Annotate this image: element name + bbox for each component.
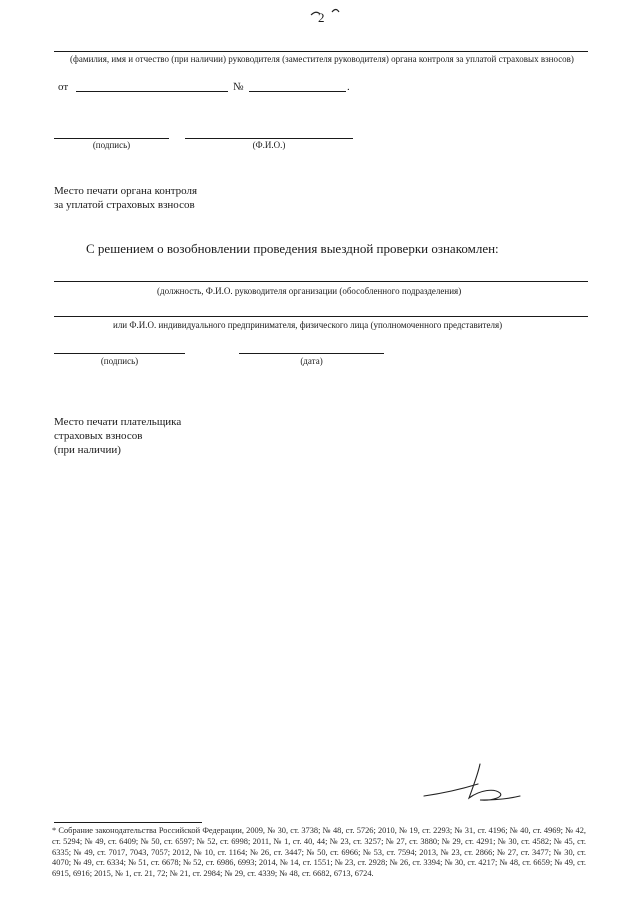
payer-stamp-line-1: Место печати плательщика: [54, 416, 182, 428]
payer-date-caption: (дата): [300, 356, 323, 366]
number-sign: №: [233, 81, 244, 93]
payer-signature-caption: (подпись): [100, 356, 139, 366]
acknowledgement-heading: С решением о возобновлении проведения выездной проверки ознакомлен:: [86, 241, 499, 256]
official-signature-line: [54, 138, 169, 139]
handwritten-signature: [420, 760, 525, 805]
representative-caption: или Ф.И.О. индивидуального предпринимателя, физического лица (уполномоченного представителя): [113, 320, 503, 330]
official-fio-line: [185, 138, 353, 139]
footnote-text: * Собрание законодательства Российской Федерации, 2009, № 30, ст. 3738; № 48, ст. 5726; 2010, № 19, ст. 2293; № 31, ст. 4196; № 40, ст. 4969; № 42, ст. 5294; № 49, ст. 6409; № 50, ст. 6597; № 52, ст. 6998; 2011, № 1, ст. 40, 44; № 23, ст. 3257; № 27, ст. 3880; № 29, ст. 4291; № 30, ст. 4582; № 45, ст. 6335; № 49, ст. 7017, 7043, 7057; 2012, № 10, ст. 1164; № 26, ст. 3447; № 50, ст. 6966; № 53, ст. 7594; 2013, № 23, ст. 2866; № 27, ст. 3477; № 30, ст. 4070; № 49, ст. 6334; № 51, ст. 6678; № 52, ст. 6986, 6993; 2014, № 14, ст. 1551; № 23, ст. 2928; № 26, ст. 3394; № 30, ст. 4217; № 48, ст. 6659; № 49, ст. 6915, 6916; 2015, № 1, ст. 21, 72; № 21, ст. 2984; № 29, ст. 4339; № 48, ст. 6682, 6713, 6724.: [52, 826, 586, 879]
payer-date-line: [239, 353, 384, 354]
official-stamp-line-2: за уплатой страховых взносов: [54, 199, 195, 211]
document-number-line: [249, 91, 346, 92]
official-stamp-line-1: Место печати органа контроля: [54, 185, 198, 197]
official-fio-caption: (Ф.И.О.): [252, 140, 286, 150]
position-fio-line: [54, 281, 588, 282]
payer-stamp-line-2: страховых взносов: [54, 430, 143, 442]
number-dot: .: [347, 81, 350, 93]
position-fio-caption: (должность, Ф.И.О. руководителя организации (обособленного подразделения): [157, 286, 462, 296]
from-date-line: [76, 91, 228, 92]
page-number: 2: [318, 10, 325, 25]
payer-stamp-line-3: (при наличии): [54, 444, 121, 456]
official-signature-caption: (подпись): [92, 140, 131, 150]
official-name-caption: (фамилия, имя и отчество (при наличии) руководителя (заместителя руководителя) органа контроля за уплатой страховых взносов): [70, 54, 574, 64]
footnote-separator: [54, 822, 202, 823]
payer-signature-line: [54, 353, 185, 354]
representative-line: [54, 316, 588, 317]
page-number-mark: [308, 6, 342, 20]
official-name-line: [54, 51, 588, 52]
from-label: от: [58, 81, 69, 93]
